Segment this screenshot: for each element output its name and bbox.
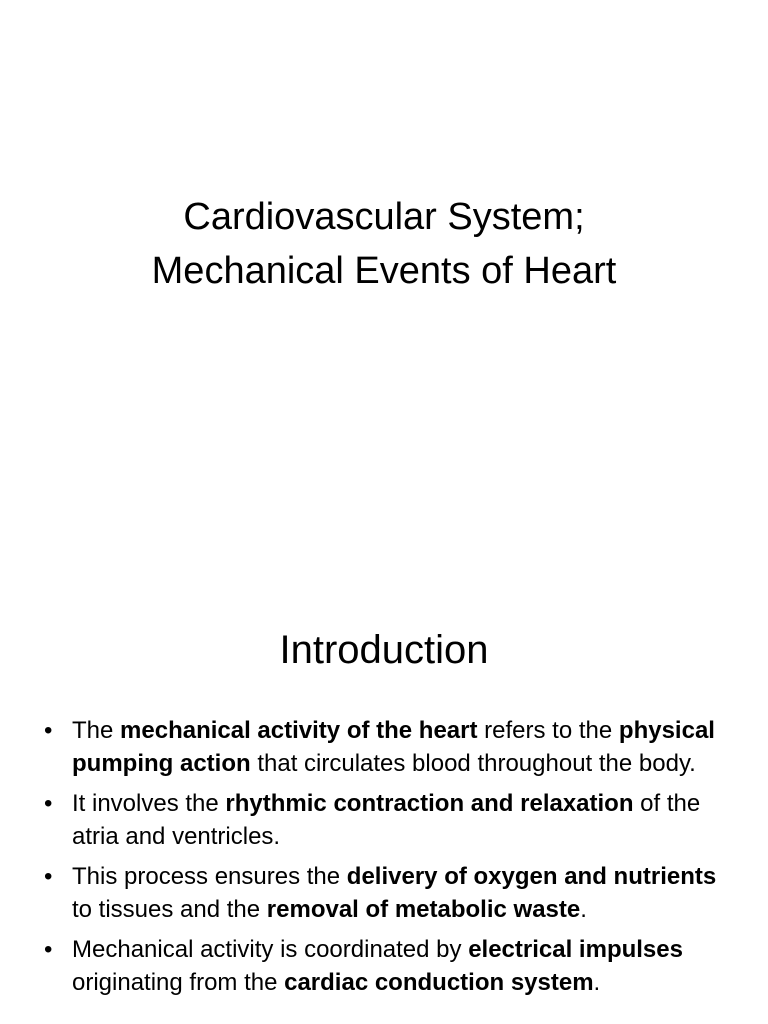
- bullet-icon: •: [44, 936, 53, 963]
- bullet-item-4: [44, 933, 734, 999]
- bullet-text: .: [580, 896, 587, 923]
- bullet-text: This process ensures the: [72, 863, 347, 890]
- bullet-text: Mechanical activity is coordinated by: [72, 936, 469, 963]
- bullet-list: [44, 714, 734, 1006]
- bullet-bold-text: delivery of oxygen and nutrients: [346, 863, 717, 890]
- bullet-text: .: [593, 969, 601, 996]
- bullet-text: to tissues and the: [72, 896, 267, 923]
- bullet-item-1: [44, 714, 734, 780]
- introduction-heading: Introduction: [279, 628, 489, 672]
- bullet-text: It involves the: [72, 790, 226, 817]
- bullet-bold-text: removal of metabolic waste: [266, 896, 581, 923]
- bullet-bold-text: cardiac conduction system: [284, 969, 594, 996]
- bullet-bold-text: mechanical activity of the heart: [120, 717, 478, 744]
- bullet-icon: •: [44, 863, 53, 890]
- bullet-text: originating from the: [72, 969, 285, 996]
- slide-title-line-2: Mechanical Events of Heart: [151, 250, 617, 292]
- bullet-icon: •: [44, 790, 53, 817]
- bullet-bold-text: electrical impulses: [468, 936, 683, 963]
- bullet-item-2: [44, 787, 734, 853]
- bullet-text: The: [72, 717, 121, 744]
- bullet-text: that circulates blood throughout the body.: [250, 750, 696, 777]
- introduction-slide: [0, 576, 768, 1024]
- bullet-bold-text: physical pumping action: [72, 717, 715, 777]
- bullet-bold-text: rhythmic contraction and relaxation: [225, 790, 634, 817]
- bullet-icon: •: [44, 717, 53, 744]
- slide-title: [0, 190, 768, 298]
- slide-title-line-1: Cardiovascular System;: [183, 196, 585, 238]
- bullet-text: of the atria and ventricles.: [72, 790, 701, 850]
- bullet-item-3: [44, 860, 734, 926]
- bullet-text: refers to the: [477, 717, 619, 744]
